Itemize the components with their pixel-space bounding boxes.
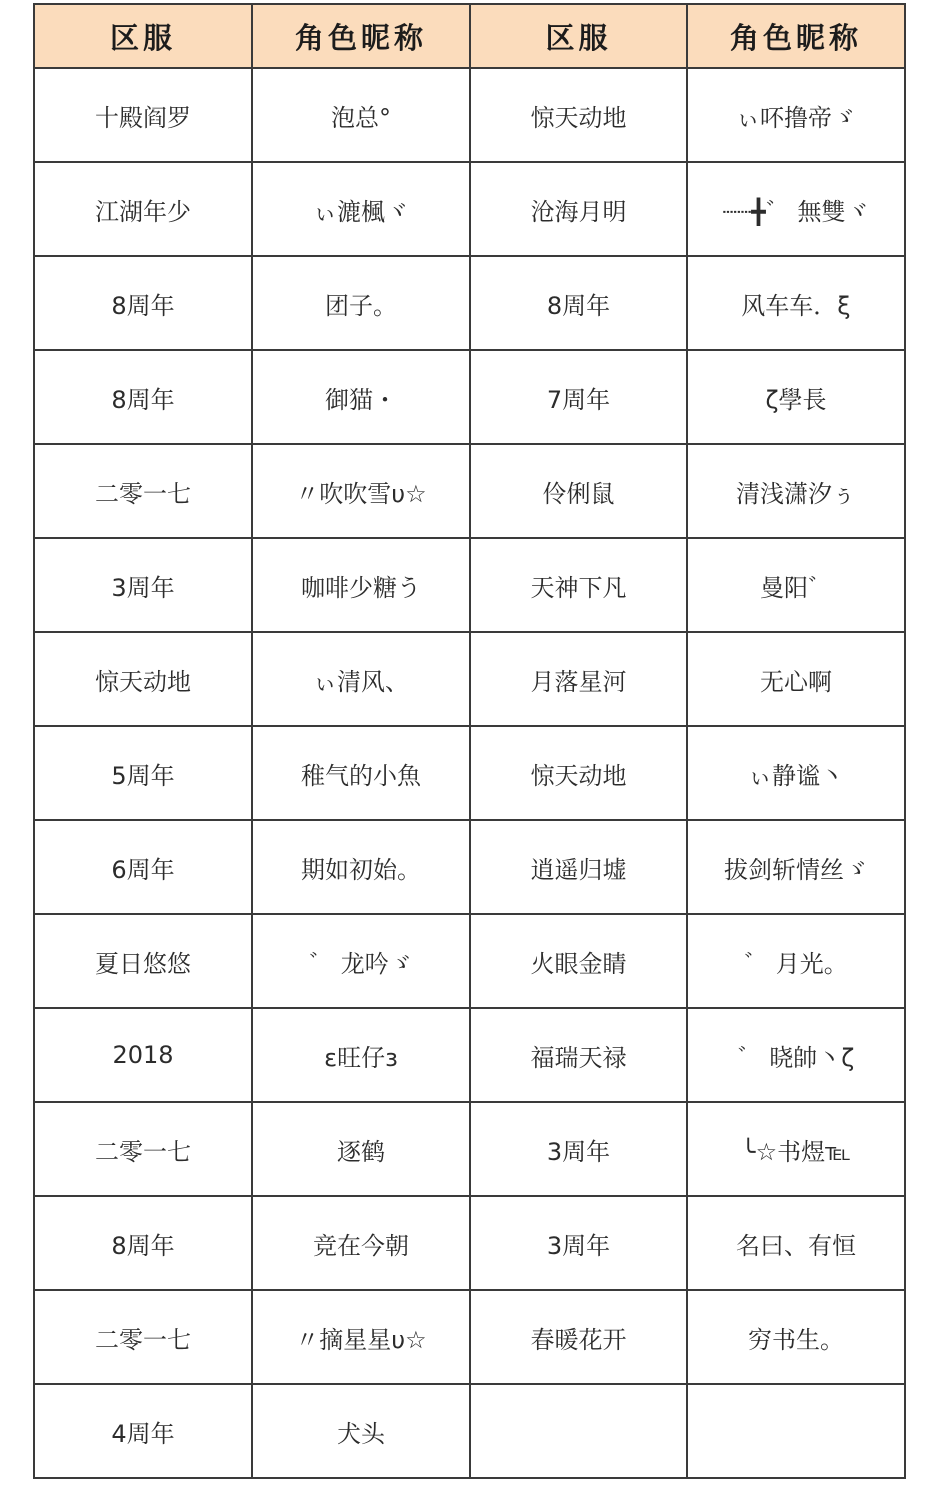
table-row [34,162,905,256]
cell-nickname-right: 曼阳゛ [687,538,905,632]
cell-server-left: 二零一七 [34,1102,252,1196]
cell-nickname-left: ぃ清风、 [252,632,470,726]
cell-server-left: 二零一七 [34,1290,252,1384]
cell-nickname-right: 无心啊 [687,632,905,726]
cell-nickname-left: ε旺仔з [252,1008,470,1102]
cell-server-left: 4周年 [34,1384,252,1478]
cell-nickname-right: ぃ静谧丶 [687,726,905,820]
cell-server-left: 二零一七 [34,444,252,538]
cell-server-left: 8周年 [34,1196,252,1290]
cell-nickname-right: ぃ吥撸帝ゞ [687,68,905,162]
cell-server-left: 8周年 [34,350,252,444]
cell-nickname-left: 逐鹤 [252,1102,470,1196]
table-row [34,820,905,914]
cell-server-right: 天神下凡 [470,538,687,632]
cell-nickname-right: 清浅潇汐ぅ [687,444,905,538]
cell-server-left: 江湖年少 [34,162,252,256]
cell-nickname-left: 〃摘星星υ☆ [252,1290,470,1384]
header-server-1: 区服 [34,4,252,68]
cell-server-left: 夏日悠悠 [34,914,252,1008]
cell-nickname-left: 〃吹吹雪υ☆ [252,444,470,538]
cell-server-right: 惊天动地 [470,68,687,162]
cell-server-right [470,1384,687,1478]
cell-server-right: 3周年 [470,1196,687,1290]
cell-server-left: 惊天动地 [34,632,252,726]
cell-server-right: 春暖花开 [470,1290,687,1384]
cell-nickname-left: ぃ漉楓ヾ [252,162,470,256]
cell-server-right: 月落星河 [470,632,687,726]
cell-server-right: 8周年 [470,256,687,350]
cell-nickname-left: 御猫・ [252,350,470,444]
table-row [34,256,905,350]
cell-nickname-left: 竞在今朝 [252,1196,470,1290]
cell-nickname-left: 期如初始。 [252,820,470,914]
cell-nickname-right: ゛ 晓帥丶ζ [687,1008,905,1102]
cell-nickname-right: 穷书生。 [687,1290,905,1384]
cell-nickname-left: 咖啡少糖う [252,538,470,632]
header-nickname-2: 角色昵称 [687,4,905,68]
table-row [34,1290,905,1384]
cell-nickname-right: ζ學長 [687,350,905,444]
cell-server-right: 伶俐鼠 [470,444,687,538]
table-row [34,1008,905,1102]
table-row [34,350,905,444]
header-row [34,4,905,68]
cell-nickname-right: 名曰、有恒 [687,1196,905,1290]
table-row [34,726,905,820]
cell-nickname-left: 团子。 [252,256,470,350]
cell-server-right: 惊天动地 [470,726,687,820]
cell-server-left: 十殿阎罗 [34,68,252,162]
cell-server-right: 3周年 [470,1102,687,1196]
table-row [34,68,905,162]
cell-nickname-right: 风车车．ξ [687,256,905,350]
cell-server-left: 3周年 [34,538,252,632]
table-row [34,444,905,538]
cell-nickname-left: ゛ 龙吟ゞ [252,914,470,1008]
table-body [34,68,905,1478]
server-nickname-table [33,3,906,1479]
cell-server-right: 福瑞天禄 [470,1008,687,1102]
cell-server-right: 沧海月明 [470,162,687,256]
cell-nickname-right: ゛ 月光。 [687,914,905,1008]
cell-server-left: 5周年 [34,726,252,820]
table-row [34,538,905,632]
table-row [34,1384,905,1478]
cell-server-right: 逍遥归墟 [470,820,687,914]
table-row [34,632,905,726]
header-nickname-1: 角色昵称 [252,4,470,68]
cell-server-left: 8周年 [34,256,252,350]
table-row [34,1196,905,1290]
cell-server-left: 6周年 [34,820,252,914]
header-server-2: 区服 [470,4,687,68]
cell-nickname-left: 稚气的小魚 [252,726,470,820]
table-row [34,1102,905,1196]
cell-nickname-left: 泡总° [252,68,470,162]
cell-nickname-left: 犬头 [252,1384,470,1478]
cell-server-right: 7周年 [470,350,687,444]
cell-nickname-right: ╰☆书煜℡ [687,1102,905,1196]
cell-nickname-right: ┈┈╋゛ 無雙ヾ [687,162,905,256]
table-header [34,4,905,68]
cell-server-left: 2018 [34,1008,252,1102]
cell-server-right: 火眼金睛 [470,914,687,1008]
cell-nickname-right [687,1384,905,1478]
table-row [34,914,905,1008]
cell-nickname-right: 拔剑斩情丝ゞ [687,820,905,914]
